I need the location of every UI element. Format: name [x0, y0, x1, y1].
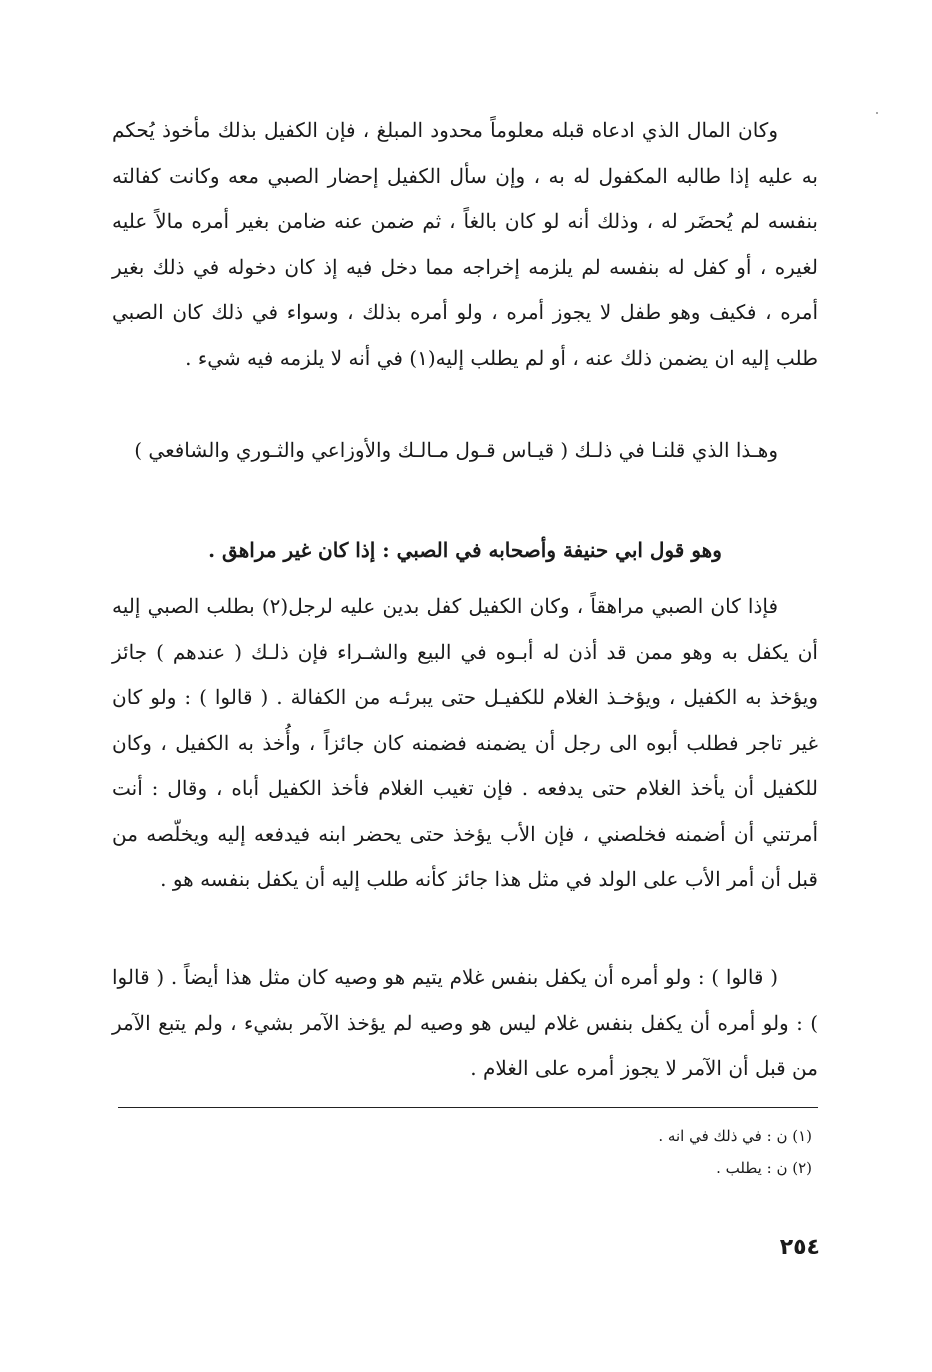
paragraph-text: وكان المال الذي ادعاه قبله معلوماً محدود المبلغ ، فإن الكفيل بذلك مأخوذ يُحكم به عليه إذا طالبه المكفول له به ، وإن سأل الكفيل إحضار الصبي معه وكانت كفالته بنفسه لم يُحضَر له ، وذلك أنه لو كان بالغاً ، ثم ضمن عنه ضامن بغير أمره مالاً عليه لغيره ، أو كفل له بنفسه لم يلزمه إخراجه مما دخل فيه إذ كان دخوله في ذلك بغير أمره ، فكيف وهو طفل لا يجوز أمره ، ولو أمره بذلك ، وسواء في ذلك كان الصبي طلب إليه ان يضمن ذلك عنه ، أو لم يطلب إليه(١) في أنه لا يلزمه فيه شيء .: [112, 118, 818, 370]
paragraph-text: وهو قول ابي حنيفة وأصحابه في الصبي : إذا كان غير مراهق .: [208, 538, 722, 562]
body-paragraph-2: [112, 428, 818, 474]
page-number: ٢٥٤: [779, 1235, 820, 1260]
body-paragraph-4: [112, 584, 818, 903]
body-paragraph-3: [112, 528, 818, 574]
footnote-2: (٢) ن : يطلب .: [716, 1159, 812, 1177]
body-paragraph-1: [112, 108, 818, 381]
footnote-1: (١) ن : في ذلك في انه .: [658, 1127, 812, 1145]
paragraph-text: فإذا كان الصبي مراهقاً ، وكان الكفيل كفل بدين عليه لرجل(٢) بطلب الصبي إليه أن يكفل به وهو ممن قد أذن له أبـوه في البيع والشـراء فإن ذلـك ( عندهم ) جائز ويؤخذ به الكفيل ، ويؤخـذ الغلام للكفيـل حتى يبرئـه من الكفالة . ( قالوا ) : ولو كان غير تاجر فطلب أبوه الى رجل أن يضمنه فضمنه كان جائزاً ، وأُخذ به الكفيل ، وكان للكفيل أن يأخذ الغلام حتى يدفعه . فإن تغيب الغلام فأخذ الكفيل أباه ، وقال : أنت أمرتني أن أضمنه فخلصني ، فإن الأب يؤخذ حتى يحضر ابنه فيدفعه إليه ويخلّصه من قبل أن أمر الأب على الولد في مثل هذا جائز كأنه طلب إليه أن يكفل بنفسه هو .: [112, 594, 818, 891]
paragraph-text: ( قالوا ) : ولو أمره أن يكفل بنفس غلام يتيم هو وصيه كان مثل هذا أيضاً . ( قالوا ) : ولو أمره أن يكفل بنفس غلام ليس هو وصيه لم يؤخذ الآمر بشيء ، ولم يتبع الآمر من قبل أن الآمر لا يجوز أمره على الغلام .: [112, 965, 818, 1080]
body-paragraph-5: [112, 955, 818, 1092]
scan-speck: [876, 112, 878, 114]
paragraph-text: وهـذا الذي قلنـا في ذلـك ( قيـاس قـول مـالـك والأوزاعي والثـوري والشافعي ): [134, 438, 778, 462]
footnotes: [112, 1120, 812, 1184]
footnote-divider: [118, 1107, 818, 1108]
